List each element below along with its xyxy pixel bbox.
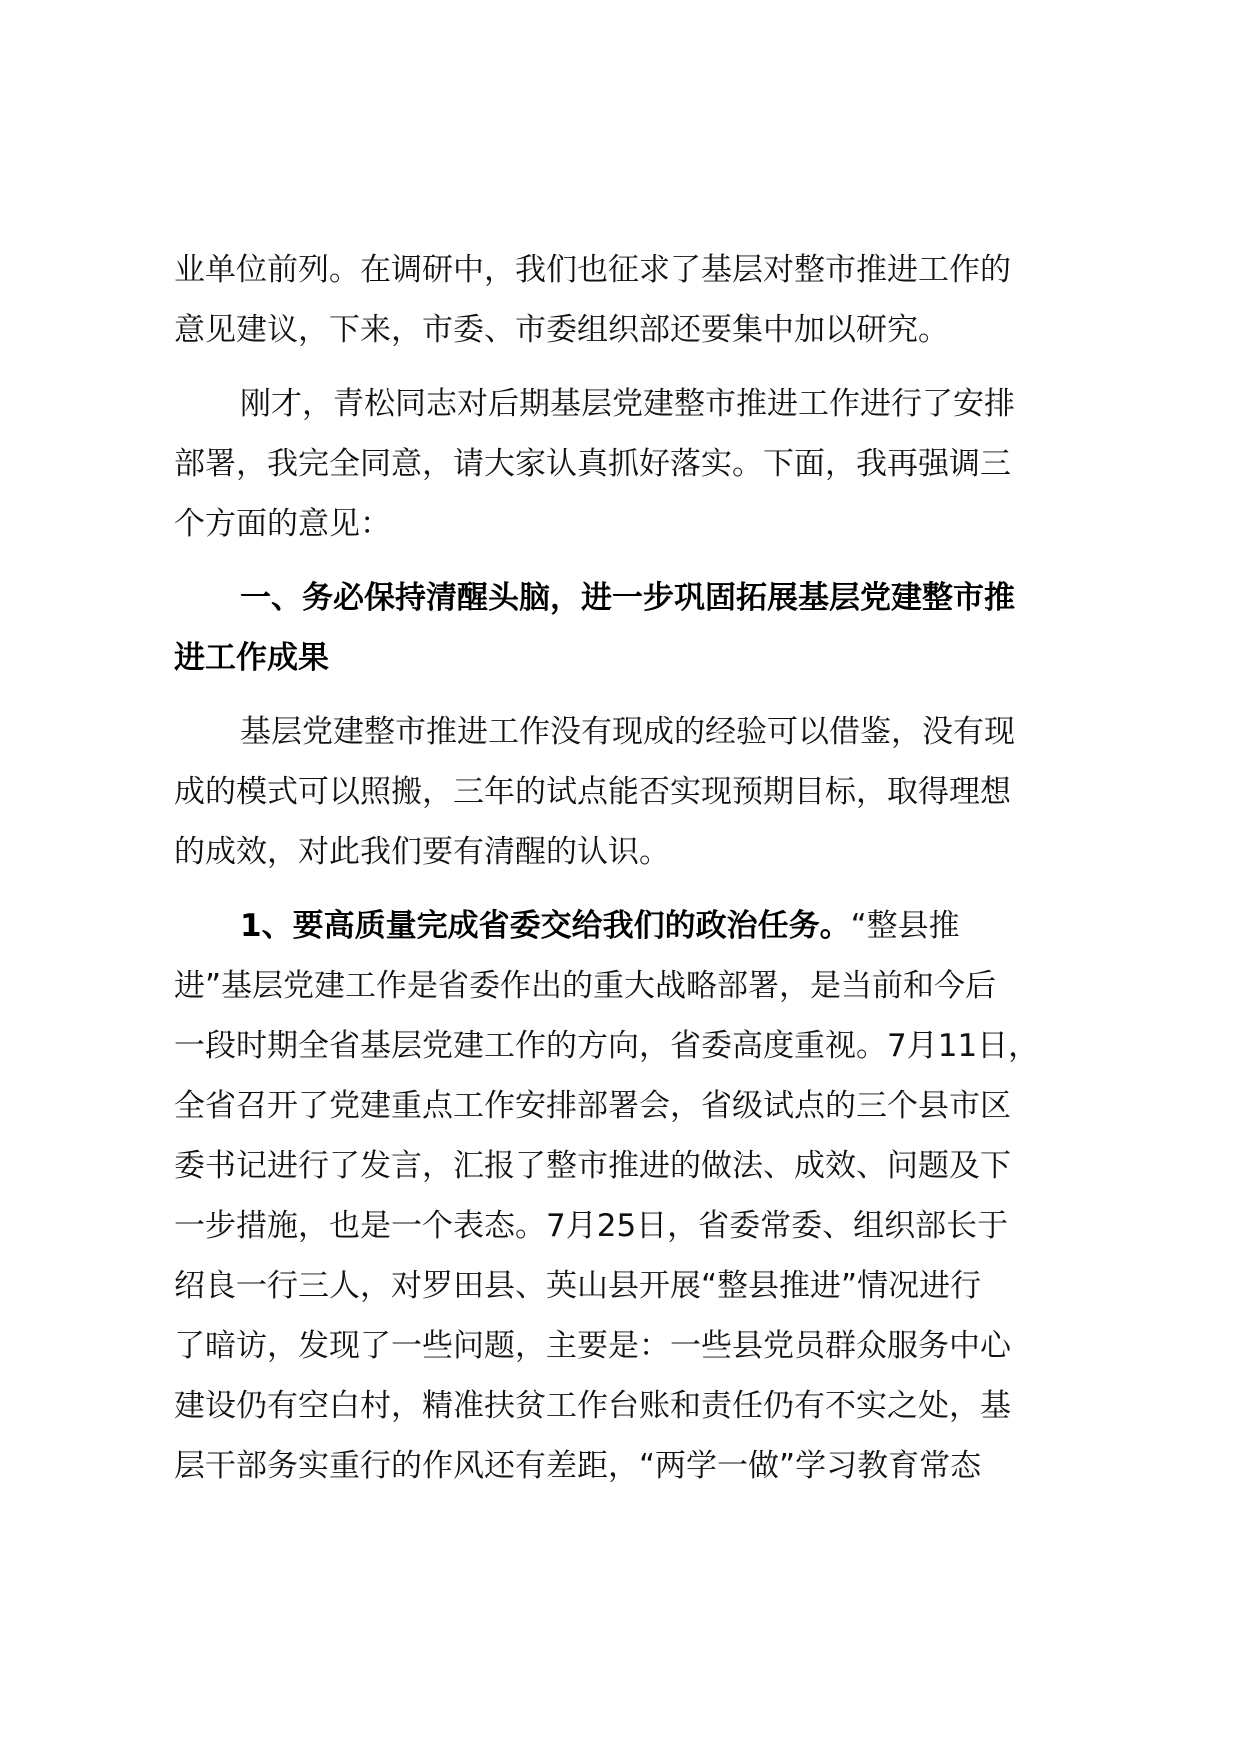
paragraph-line: 业单位前列。在调研中，我们也征求了基层对整市推进工作的 bbox=[174, 252, 1011, 288]
paragraph-line: 全省召开了党建重点工作安排部署会，省级试点的三个县市区 bbox=[174, 1088, 1011, 1124]
paragraph-1 bbox=[174, 240, 1092, 360]
heading-line: 一、务必保持清醒头脑，进一步巩固拓展基层党建整市推 bbox=[240, 580, 1015, 616]
subsection-title: 1、要高质量完成省委交给我们的政治任务。 bbox=[240, 908, 851, 944]
paragraph-line: 了暗访，发现了一些问题，主要是：一些县党员群众服务中心 bbox=[174, 1328, 1011, 1364]
heading-line: 进工作成果 bbox=[174, 640, 329, 676]
paragraph-line: 个方面的意见： bbox=[174, 506, 391, 542]
paragraph-4 bbox=[174, 896, 1092, 1496]
paragraph-first-line bbox=[174, 896, 1092, 956]
paragraph-line: 一段时期全省基层党建工作的方向，省委高度重视。7月11日， bbox=[174, 1028, 1040, 1064]
section-heading-1 bbox=[174, 568, 1092, 688]
paragraph-line: 层干部务实重行的作风还有差距，“两学一做”学习教育常态 bbox=[174, 1448, 982, 1484]
paragraph-line: 部署，我完全同意，请大家认真抓好落实。下面，我再强调三 bbox=[174, 446, 1011, 482]
paragraph-line: 建设仍有空白村，精准扶贫工作台账和责任仍有不实之处，基 bbox=[174, 1388, 1011, 1424]
paragraph-line: 刚才，青松同志对后期基层党建整市推进工作进行了安排 bbox=[240, 386, 1015, 422]
paragraph-line: 进”基层党建工作是省委作出的重大战略部署，是当前和今后 bbox=[174, 968, 997, 1004]
document-body bbox=[174, 240, 1092, 1510]
paragraph-line: 绍良一行三人，对罗田县、英山县开展“整县推进”情况进行 bbox=[174, 1268, 982, 1304]
paragraph-line: 成的模式可以照搬，三年的试点能否实现预期目标，取得理想 bbox=[174, 774, 1011, 810]
paragraph-line: 基层党建整市推进工作没有现成的经验可以借鉴，没有现 bbox=[240, 714, 1015, 750]
paragraph-2 bbox=[174, 374, 1092, 554]
paragraph-text: “整县推 bbox=[850, 908, 960, 944]
paragraph-3 bbox=[174, 702, 1092, 882]
paragraph-line: 意见建议，下来，市委、市委组织部还要集中加以研究。 bbox=[174, 312, 949, 348]
paragraph-line: 的成效，对此我们要有清醒的认识。 bbox=[174, 834, 670, 870]
paragraph-line: 委书记进行了发言，汇报了整市推进的做法、成效、问题及下 bbox=[174, 1148, 1011, 1184]
paragraph-line: 一步措施，也是一个表态。7月25日，省委常委、组织部长于 bbox=[174, 1208, 1009, 1244]
